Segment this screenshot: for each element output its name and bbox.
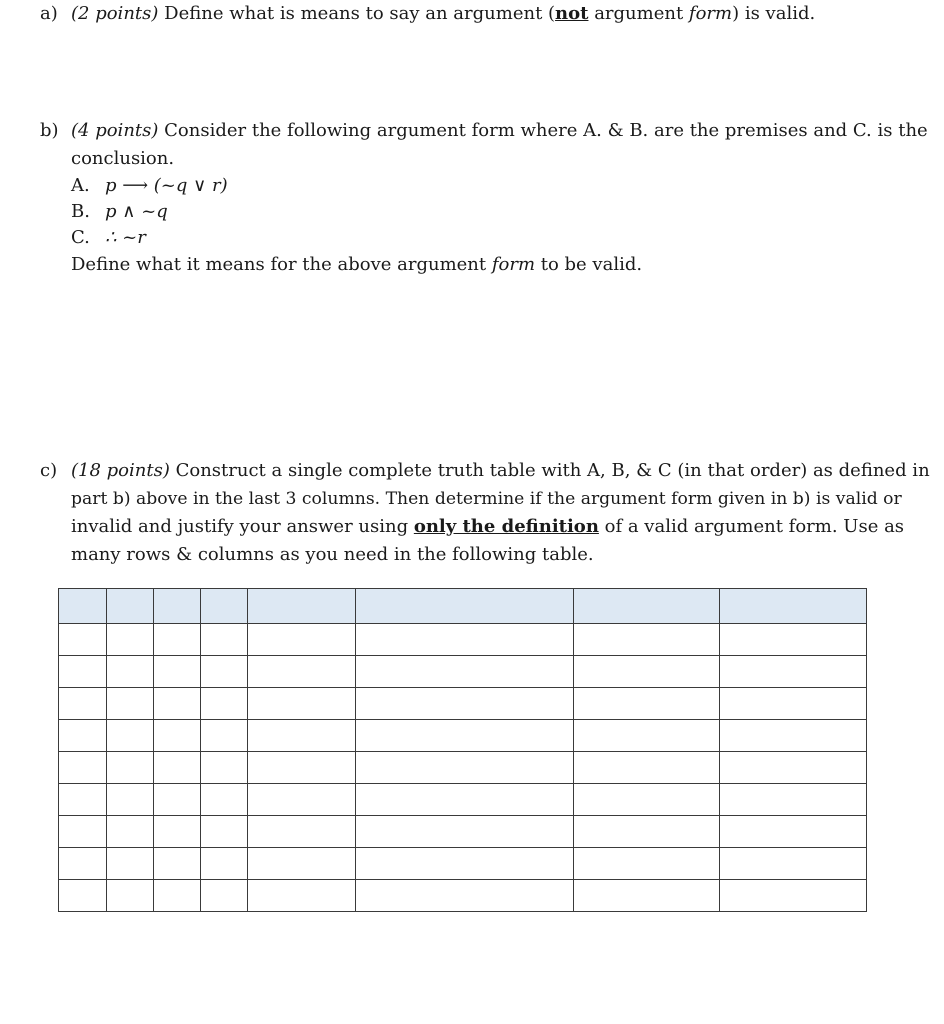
- table-cell[interactable]: [154, 656, 201, 688]
- table-row: [59, 880, 867, 912]
- table-cell[interactable]: [574, 656, 720, 688]
- truth-table: [58, 588, 867, 912]
- table-cell[interactable]: [107, 624, 154, 656]
- table-cell[interactable]: [574, 848, 720, 880]
- question-c-line2: part b) above in the last 3 columns. Then determine if the argument form given in b) is valid or: [71, 489, 902, 509]
- conclusion-c-label: C.: [71, 227, 90, 248]
- header-cell[interactable]: [201, 589, 248, 624]
- table-cell[interactable]: [201, 752, 248, 784]
- premise-b: [71, 199, 914, 225]
- premise-b-expression: p ∧ ~q: [105, 201, 168, 222]
- table-cell[interactable]: [248, 624, 356, 656]
- question-a-text-3: ) is valid.: [732, 3, 816, 24]
- question-b: [40, 117, 928, 279]
- conclusion-c: [71, 225, 914, 251]
- question-b-points: (4 points): [71, 120, 159, 141]
- question-c-label: c): [40, 460, 58, 481]
- table-cell[interactable]: [201, 656, 248, 688]
- question-b-form-word: form: [491, 254, 536, 275]
- table-cell[interactable]: [59, 624, 107, 656]
- table-row: [59, 848, 867, 880]
- table-cell[interactable]: [107, 656, 154, 688]
- table-header-row: [59, 589, 867, 624]
- table-cell[interactable]: [154, 720, 201, 752]
- table-cell[interactable]: [107, 688, 154, 720]
- table-cell[interactable]: [59, 720, 107, 752]
- question-b-question-2: to be valid.: [535, 254, 643, 275]
- table-cell[interactable]: [720, 720, 867, 752]
- header-cell[interactable]: [248, 589, 356, 624]
- premise-a-expression: p ⟶ (~q ∨ r): [105, 175, 228, 196]
- header-cell[interactable]: [59, 589, 107, 624]
- question-c-line3-2: of a valid argument form. Use as: [598, 516, 905, 537]
- table-cell[interactable]: [248, 720, 356, 752]
- table-cell[interactable]: [107, 720, 154, 752]
- table-cell[interactable]: [248, 752, 356, 784]
- question-c: [40, 457, 930, 569]
- table-cell[interactable]: [248, 784, 356, 816]
- question-b-intro-line2: conclusion.: [71, 148, 175, 169]
- table-cell[interactable]: [574, 880, 720, 912]
- table-cell[interactable]: [720, 752, 867, 784]
- question-c-emphasis: only the definition: [413, 516, 599, 537]
- question-b-label: b): [40, 120, 59, 141]
- table-cell[interactable]: [59, 784, 107, 816]
- table-cell[interactable]: [107, 848, 154, 880]
- question-a: [40, 0, 914, 28]
- table-cell[interactable]: [720, 880, 867, 912]
- table-cell[interactable]: [154, 880, 201, 912]
- table-cell[interactable]: [356, 624, 574, 656]
- table-cell[interactable]: [201, 784, 248, 816]
- question-a-emphasis: not: [555, 3, 589, 24]
- table-cell[interactable]: [356, 784, 574, 816]
- table-cell[interactable]: [720, 624, 867, 656]
- table-cell[interactable]: [154, 752, 201, 784]
- table-row: [59, 688, 867, 720]
- question-a-text-2: argument: [588, 3, 689, 24]
- conclusion-c-expression: ∴ ~r: [105, 227, 146, 248]
- table-cell[interactable]: [201, 688, 248, 720]
- table-cell[interactable]: [720, 848, 867, 880]
- table-cell[interactable]: [356, 880, 574, 912]
- table-cell[interactable]: [59, 752, 107, 784]
- table-cell[interactable]: [356, 752, 574, 784]
- question-c-line1: Construct a single complete truth table with A, B, & C (in that order) as defined in: [175, 460, 930, 481]
- table-cell[interactable]: [154, 624, 201, 656]
- table-row: [59, 816, 867, 848]
- table-cell[interactable]: [201, 624, 248, 656]
- table-cell[interactable]: [59, 848, 107, 880]
- table-cell[interactable]: [154, 848, 201, 880]
- question-b-intro-line1: Consider the following argument form where A. & B. are the premises and C. is the: [164, 120, 928, 141]
- question-a-text-1: Define what is means to say an argument (: [164, 3, 556, 24]
- table-cell[interactable]: [248, 816, 356, 848]
- table-cell[interactable]: [248, 656, 356, 688]
- question-a-points: (2 points): [71, 3, 159, 24]
- header-cell[interactable]: [154, 589, 201, 624]
- table-cell[interactable]: [574, 752, 720, 784]
- question-c-line3-1: invalid and justify your answer using: [71, 516, 414, 537]
- table-cell[interactable]: [154, 784, 201, 816]
- table-row: [59, 656, 867, 688]
- header-cell[interactable]: [356, 589, 574, 624]
- table-cell[interactable]: [356, 656, 574, 688]
- header-cell[interactable]: [107, 589, 154, 624]
- table-cell[interactable]: [574, 784, 720, 816]
- table-cell[interactable]: [59, 880, 107, 912]
- table-cell[interactable]: [59, 816, 107, 848]
- table-row: [59, 720, 867, 752]
- table-cell[interactable]: [574, 816, 720, 848]
- table-cell[interactable]: [248, 880, 356, 912]
- header-cell[interactable]: [574, 589, 720, 624]
- table-cell[interactable]: [720, 688, 867, 720]
- table-cell[interactable]: [720, 656, 867, 688]
- table-cell[interactable]: [59, 656, 107, 688]
- table-cell[interactable]: [574, 688, 720, 720]
- premise-a-label: A.: [71, 175, 90, 196]
- table-cell[interactable]: [201, 720, 248, 752]
- table-cell[interactable]: [574, 720, 720, 752]
- table-row: [59, 752, 867, 784]
- question-c-line4: many rows & columns as you need in the following table.: [71, 544, 594, 565]
- table-cell[interactable]: [107, 880, 154, 912]
- table-cell[interactable]: [720, 816, 867, 848]
- table-cell[interactable]: [201, 816, 248, 848]
- question-c-points: (18 points): [71, 460, 170, 481]
- table-cell[interactable]: [154, 816, 201, 848]
- table-cell[interactable]: [356, 688, 574, 720]
- table-row: [59, 624, 867, 656]
- table-cell[interactable]: [107, 752, 154, 784]
- table-cell[interactable]: [59, 688, 107, 720]
- table-cell[interactable]: [201, 880, 248, 912]
- table-cell[interactable]: [356, 720, 574, 752]
- table-cell[interactable]: [248, 848, 356, 880]
- table-cell[interactable]: [720, 784, 867, 816]
- premise-a: [71, 173, 914, 199]
- question-a-form-word: form: [688, 3, 733, 24]
- premise-b-label: B.: [71, 201, 90, 222]
- table-row: [59, 784, 867, 816]
- table-cell[interactable]: [248, 688, 356, 720]
- header-cell[interactable]: [720, 589, 867, 624]
- table-cell[interactable]: [356, 816, 574, 848]
- table-cell[interactable]: [574, 624, 720, 656]
- table-cell[interactable]: [154, 688, 201, 720]
- table-cell[interactable]: [107, 816, 154, 848]
- table-cell[interactable]: [356, 848, 574, 880]
- question-a-label: a): [40, 3, 58, 24]
- table-cell[interactable]: [201, 848, 248, 880]
- table-cell[interactable]: [107, 784, 154, 816]
- question-b-question-1: Define what it means for the above argument: [71, 254, 492, 275]
